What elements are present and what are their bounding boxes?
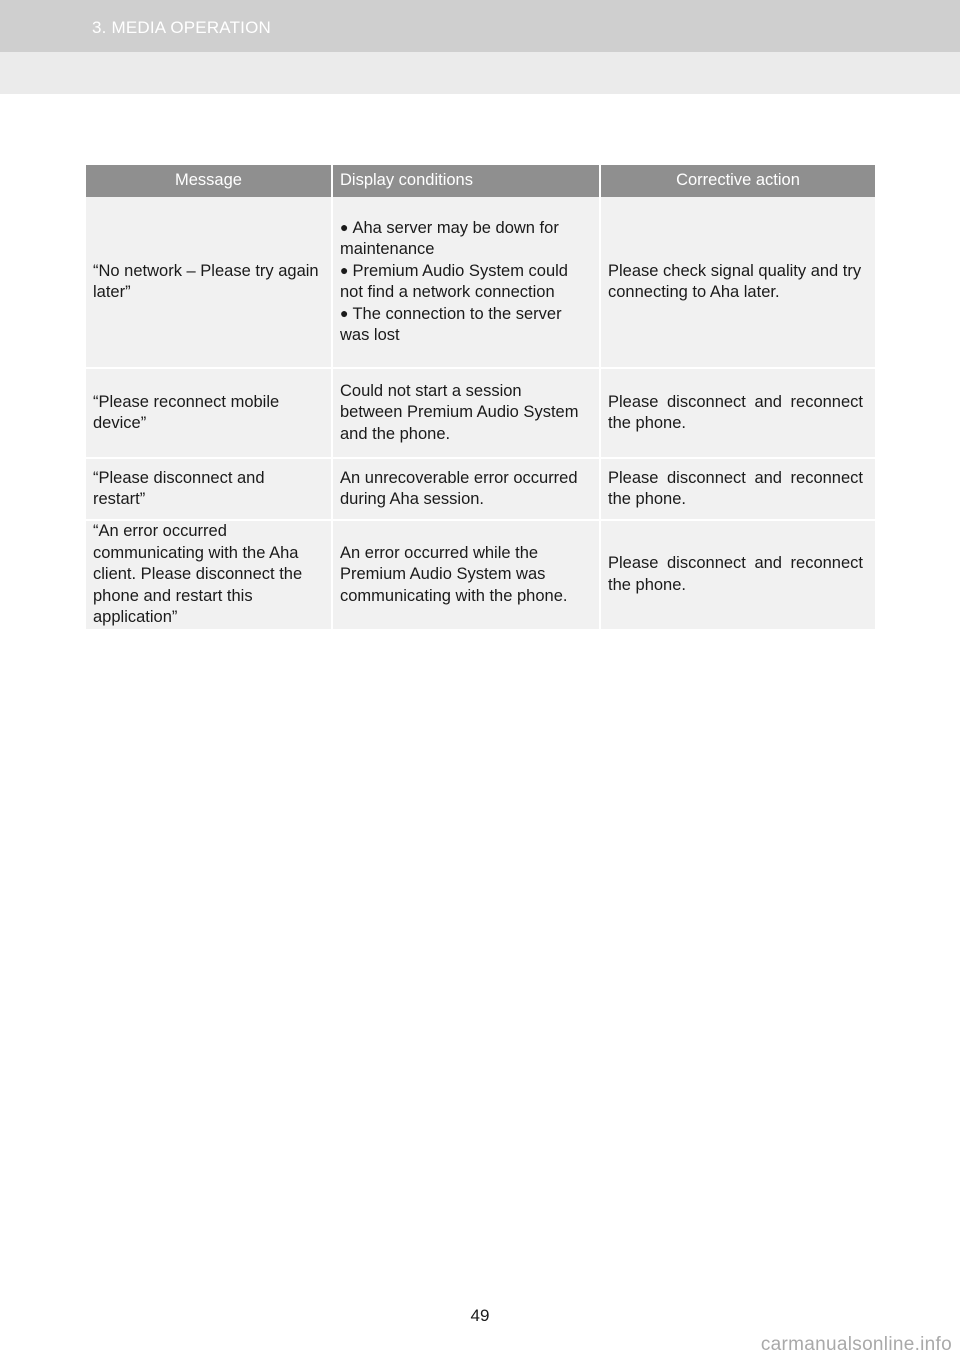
action-cell: Please disconnect and reconnect the phone. [601, 521, 875, 631]
conditions-cell [333, 197, 601, 369]
condition-bullet: ● Premium Audio System could not find a network connection [340, 261, 587, 304]
header-subband [0, 52, 960, 94]
action-cell: Please disconnect and reconnect the phone. [601, 369, 875, 459]
column-header-message: Message [86, 165, 333, 197]
table-row [86, 521, 875, 631]
page-number: 49 [470, 1306, 490, 1325]
message-cell: “An error occurred communicating with the Aha client. Please disconnect the phone and restart this application” [86, 521, 333, 631]
message-cell: “No network – Please try again later” [86, 197, 333, 369]
table-row [86, 369, 875, 459]
table-row [86, 197, 875, 369]
message-cell: “Please disconnect and restart” [86, 459, 333, 521]
condition-bullet: ● Aha server may be down for maintenance [340, 218, 587, 261]
message-cell: “Please reconnect mobile device” [86, 369, 333, 459]
action-cell: Please disconnect and reconnect the phone. [601, 459, 875, 521]
table-row [86, 459, 875, 521]
conditions-cell: An error occurred while the Premium Audio System was communicating with the phone. [333, 521, 601, 631]
conditions-cell: An unrecoverable error occurred during Aha session. [333, 459, 601, 521]
watermark: carmanualsonline.info [760, 1334, 952, 1355]
column-header-display-conditions: Display conditions [333, 165, 601, 197]
message-table [86, 165, 875, 631]
section-title: 3. MEDIA OPERATION [92, 18, 271, 37]
condition-bullet: ● The connection to the server was lost [340, 304, 587, 347]
table-header-row [86, 165, 875, 197]
action-cell: Please check signal quality and try connecting to Aha later. [601, 197, 875, 369]
header-band [0, 0, 960, 52]
conditions-cell: Could not start a session between Premium Audio System and the phone. [333, 369, 601, 459]
column-header-corrective-action: Corrective action [601, 165, 875, 197]
